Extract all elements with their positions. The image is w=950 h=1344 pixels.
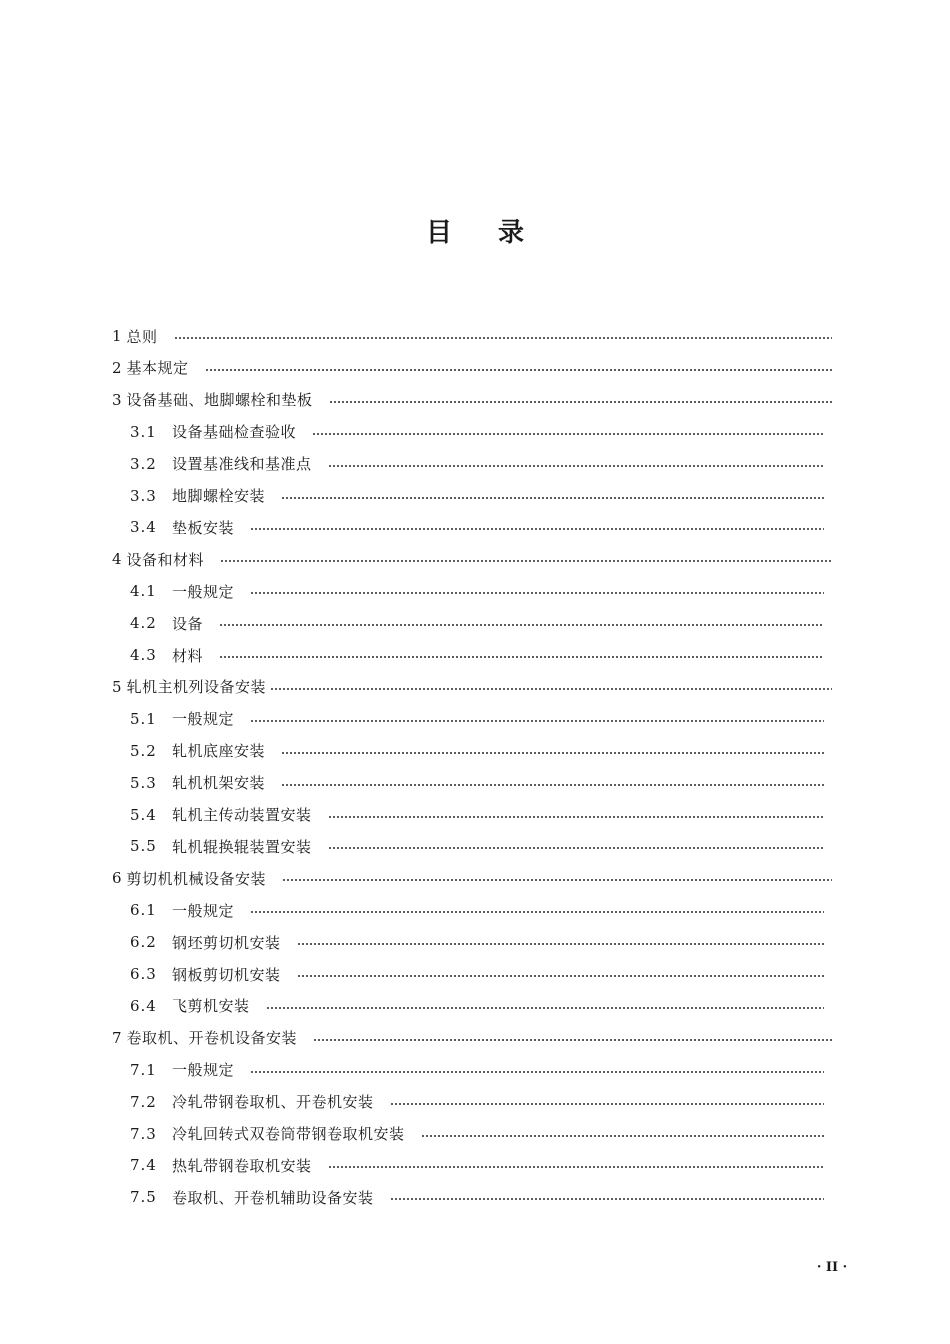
toc-entry-title: 设备 bbox=[172, 614, 204, 633]
toc-entry-title: 轧机主传动装置安装 bbox=[172, 806, 312, 824]
toc-entry-title: 设备基础检查验收 bbox=[172, 423, 297, 442]
toc-entry-title: 一般规定 bbox=[172, 582, 235, 601]
toc-dot-leader bbox=[297, 943, 824, 945]
toc-chapter-entry bbox=[112, 320, 832, 352]
page-title-char-1: 目 bbox=[425, 218, 452, 248]
toc-entry-title: 轧机底座安装 bbox=[172, 742, 266, 761]
toc-entry-number: 1 bbox=[112, 327, 123, 345]
toc-dot-leader bbox=[313, 1039, 832, 1041]
toc-dot-leader bbox=[266, 1007, 824, 1009]
toc-dot-leader bbox=[250, 528, 824, 530]
toc-entry-title: 地脚螺栓安装 bbox=[172, 487, 266, 505]
toc-entry-number: 7 bbox=[112, 1028, 123, 1047]
toc-entry-title: 设备和材料 bbox=[126, 550, 205, 569]
toc-chapter-entry bbox=[112, 352, 832, 384]
toc-entry-number: 4.1 bbox=[130, 582, 157, 601]
toc-dot-leader bbox=[328, 465, 824, 467]
toc-section-entry bbox=[130, 639, 824, 671]
toc-entry-title: 垫板安装 bbox=[172, 518, 235, 537]
toc-entry-number: 5.1 bbox=[130, 709, 157, 728]
toc-entry-title: 轧机机架安装 bbox=[172, 774, 266, 793]
toc-entry-number: 3.3 bbox=[130, 486, 157, 505]
toc-entry-number: 7.4 bbox=[130, 1156, 157, 1175]
toc-entry-number: 5.3 bbox=[130, 773, 157, 792]
toc-section-entry bbox=[130, 958, 824, 990]
page-title-char-2: 录 bbox=[498, 218, 525, 248]
toc-entry-number: 3.2 bbox=[130, 454, 157, 473]
toc-section-entry bbox=[130, 767, 824, 799]
toc-entry-number: 4.3 bbox=[130, 646, 157, 664]
toc-entry-title: 总则 bbox=[126, 327, 158, 346]
toc-entry-title: 设置基准线和基准点 bbox=[172, 455, 312, 474]
toc-dot-leader bbox=[312, 433, 824, 435]
toc-chapter-entry bbox=[112, 1022, 832, 1054]
toc-section-entry bbox=[130, 735, 824, 767]
toc-chapter-entry bbox=[112, 671, 832, 703]
toc-entry-number: 5.5 bbox=[130, 837, 157, 856]
toc-entry-number: 6.3 bbox=[130, 965, 157, 983]
toc-entry-number: 7.5 bbox=[130, 1188, 157, 1207]
toc-entry-title: 卷取机、开卷机设备安装 bbox=[126, 1029, 298, 1048]
toc-section-entry bbox=[130, 926, 824, 958]
page-number: · II · bbox=[816, 1260, 848, 1275]
toc-entry-title: 钢板剪切机安装 bbox=[172, 965, 281, 984]
toc-entry-title: 冷轧回转式双卷筒带钢卷取机安装 bbox=[172, 1125, 405, 1143]
toc-entry-number: 5.2 bbox=[130, 741, 157, 760]
toc-entry-title: 轧机主机列设备安装 bbox=[126, 678, 267, 697]
toc-dot-leader bbox=[328, 847, 824, 849]
toc-entry-number: 6.2 bbox=[130, 933, 157, 952]
toc-entry-title: 设备基础、地脚螺栓和垫板 bbox=[126, 391, 313, 410]
toc-entry-number: 4.2 bbox=[130, 614, 157, 633]
toc-dot-leader bbox=[174, 337, 832, 339]
page-title bbox=[0, 214, 950, 252]
toc-entry-number: 3 bbox=[112, 390, 123, 409]
toc-dot-leader bbox=[250, 911, 824, 913]
toc-chapter-entry bbox=[112, 862, 832, 894]
toc-entry-title: 材料 bbox=[172, 646, 204, 665]
toc-entry-title: 基本规定 bbox=[126, 359, 189, 378]
toc-entry-number: 3.1 bbox=[130, 422, 157, 441]
toc-entry-title: 轧机辊换辊装置安装 bbox=[172, 837, 312, 856]
toc-entry-number: 5.4 bbox=[130, 805, 157, 824]
toc-section-entry bbox=[130, 416, 824, 448]
toc-entry-title: 飞剪机安装 bbox=[172, 997, 250, 1016]
toc-section-entry bbox=[130, 1181, 824, 1213]
toc-dot-leader bbox=[250, 720, 824, 722]
toc-dot-leader bbox=[390, 1198, 824, 1200]
toc-entry-number: 7.1 bbox=[130, 1060, 157, 1079]
toc-section-entry bbox=[130, 830, 824, 862]
toc-chapter-entry bbox=[112, 543, 832, 575]
toc-dot-leader bbox=[205, 369, 832, 371]
toc-entry-title: 一般规定 bbox=[172, 710, 235, 729]
toc-entry-number: 2 bbox=[112, 358, 123, 377]
toc-chapter-entry bbox=[112, 384, 832, 416]
toc-section-entry bbox=[130, 1118, 824, 1150]
toc-dot-leader bbox=[328, 1166, 824, 1168]
toc-entry-title: 剪切机机械设备安装 bbox=[126, 869, 267, 888]
toc-dot-leader bbox=[297, 975, 824, 977]
toc-dot-leader bbox=[219, 656, 824, 658]
toc-dot-leader bbox=[250, 592, 824, 594]
toc-section-entry bbox=[130, 799, 824, 831]
toc-entry-title: 冷轧带钢卷取机、开卷机安装 bbox=[172, 1093, 374, 1112]
toc-section-entry bbox=[130, 480, 824, 512]
toc-entry-number: 7.2 bbox=[130, 1092, 157, 1111]
toc-entry-title: 钢坯剪切机安装 bbox=[172, 933, 281, 952]
toc-section-entry bbox=[130, 1086, 824, 1118]
toc-section-entry bbox=[130, 607, 824, 639]
toc-dot-leader bbox=[270, 688, 832, 690]
toc-section-entry bbox=[130, 511, 824, 543]
toc-dot-leader bbox=[220, 560, 832, 562]
toc-entry-number: 5 bbox=[112, 677, 123, 696]
toc-dot-leader bbox=[390, 1103, 824, 1105]
toc-dot-leader bbox=[328, 816, 824, 818]
toc-entry-number: 6 bbox=[112, 869, 123, 888]
toc-section-entry bbox=[130, 990, 824, 1022]
toc-section-entry bbox=[130, 448, 824, 480]
toc-section-entry bbox=[130, 703, 824, 735]
toc-entry-number: 3.4 bbox=[130, 518, 157, 537]
toc-section-entry bbox=[130, 575, 824, 607]
toc-dot-leader bbox=[421, 1135, 824, 1137]
toc-entry-number: 6.1 bbox=[130, 901, 157, 920]
toc-dot-leader bbox=[329, 401, 832, 403]
toc-entry-number: 7.3 bbox=[130, 1124, 157, 1143]
toc-entry-title: 一般规定 bbox=[172, 901, 235, 920]
toc-entry-title: 一般规定 bbox=[172, 1061, 235, 1080]
toc-dot-leader bbox=[281, 752, 824, 754]
toc-dot-leader bbox=[250, 1071, 824, 1073]
toc-entry-number: 4 bbox=[112, 550, 123, 569]
toc-entry-number: 6.4 bbox=[130, 996, 157, 1015]
toc-section-entry bbox=[130, 894, 824, 926]
toc-section-entry bbox=[130, 1149, 824, 1181]
toc-dot-leader bbox=[281, 784, 824, 786]
toc-entry-title: 热轧带钢卷取机安装 bbox=[172, 1156, 312, 1175]
toc-section-entry bbox=[130, 1054, 824, 1086]
toc-dot-leader bbox=[282, 879, 832, 881]
toc-entry-title: 卷取机、开卷机辅助设备安装 bbox=[172, 1188, 374, 1207]
toc-dot-leader bbox=[281, 497, 824, 499]
toc-dot-leader bbox=[219, 624, 824, 626]
